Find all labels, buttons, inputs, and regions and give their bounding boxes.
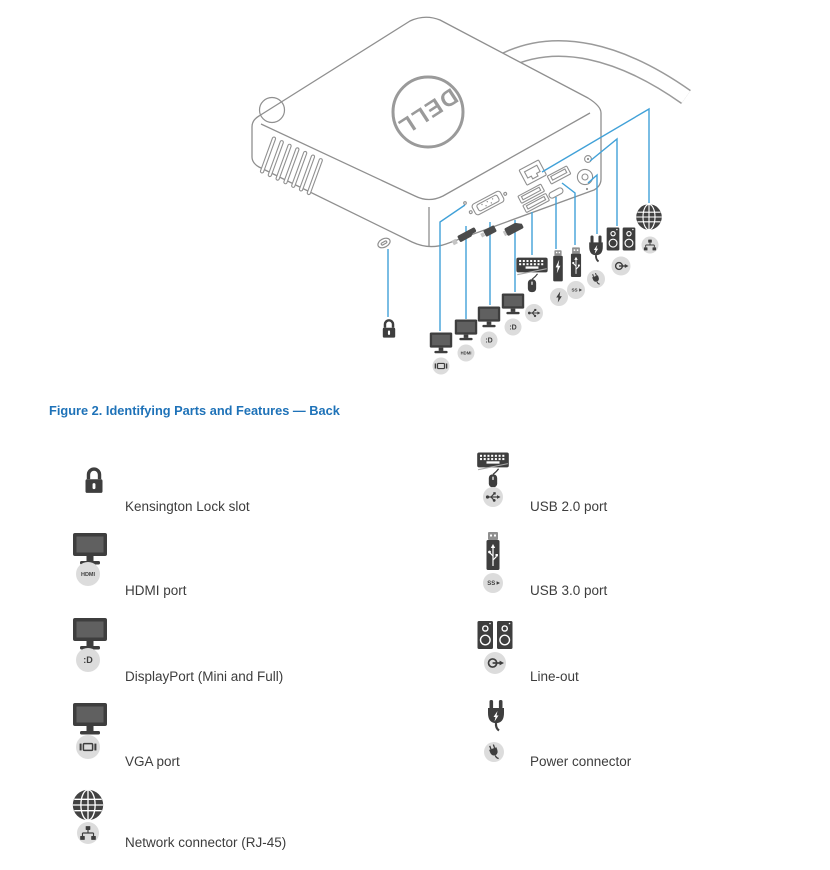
svg-text:HDMI: HDMI	[80, 572, 96, 578]
line-out-badge	[484, 652, 506, 674]
keyboard-mouse-icon	[516, 258, 547, 322]
line-out-icon	[466, 616, 526, 678]
vga-badge	[76, 735, 100, 759]
hdmi-monitor-icon	[455, 319, 477, 361]
dock-back-illustration	[0, 0, 830, 400]
speakers-icon	[607, 228, 636, 276]
power-connector-icon	[466, 698, 526, 764]
svg-text::D: :D	[83, 655, 93, 665]
kensington-slot	[376, 236, 391, 250]
svg-text::D: :D	[509, 324, 517, 332]
network-globe-icon	[636, 204, 662, 253]
hdmi-badge	[76, 562, 100, 586]
power-plug-icon	[587, 236, 605, 288]
vga-port-icon	[62, 702, 118, 762]
legend-label-network: Network connector (RJ-45)	[125, 835, 287, 850]
usb3-flash-drive-icon	[567, 247, 585, 299]
usb2-port-icon	[466, 446, 526, 512]
hdmi-port-icon	[62, 532, 118, 592]
legend-label-kensington: Kensington Lock slot	[125, 499, 250, 514]
network-badge	[77, 822, 99, 844]
svg-text::D: :D	[485, 337, 493, 345]
usb3-badge	[483, 573, 503, 593]
mini-displayport-monitor-icon	[478, 306, 500, 348]
displayport-monitor-icon	[502, 293, 524, 335]
legend-label-lineout: Line-out	[530, 669, 579, 684]
thunderbolt-drive-icon	[550, 250, 568, 306]
vga-monitor-icon	[430, 332, 452, 374]
usb3-port-icon	[466, 528, 526, 596]
legend-label-hdmi: HDMI port	[125, 583, 187, 598]
padlock-icon	[383, 320, 395, 337]
panel-screw	[464, 202, 467, 205]
legend-label-vga: VGA port	[125, 754, 180, 769]
legend-label-power: Power connector	[530, 754, 632, 769]
figure-caption: Figure 2. Identifying Parts and Features — Back	[49, 403, 340, 418]
svg-text:SS: SS	[487, 581, 496, 587]
displayport-badge	[76, 648, 100, 672]
usb2-badge	[483, 487, 503, 507]
legend-label-usb2: USB 2.0 port	[530, 499, 608, 514]
svg-text:DELL: DELL	[393, 83, 463, 141]
network-connector-icon	[62, 788, 118, 848]
legend-label-displayport: DisplayPort (Mini and Full)	[125, 669, 284, 684]
power-badge	[484, 742, 504, 762]
legend-label-usb3: USB 3.0 port	[530, 583, 608, 598]
svg-text:HDMI: HDMI	[460, 350, 472, 356]
svg-text:SS: SS	[571, 287, 578, 293]
displayport-icon	[62, 617, 118, 677]
kensington-lock-icon	[72, 462, 118, 502]
